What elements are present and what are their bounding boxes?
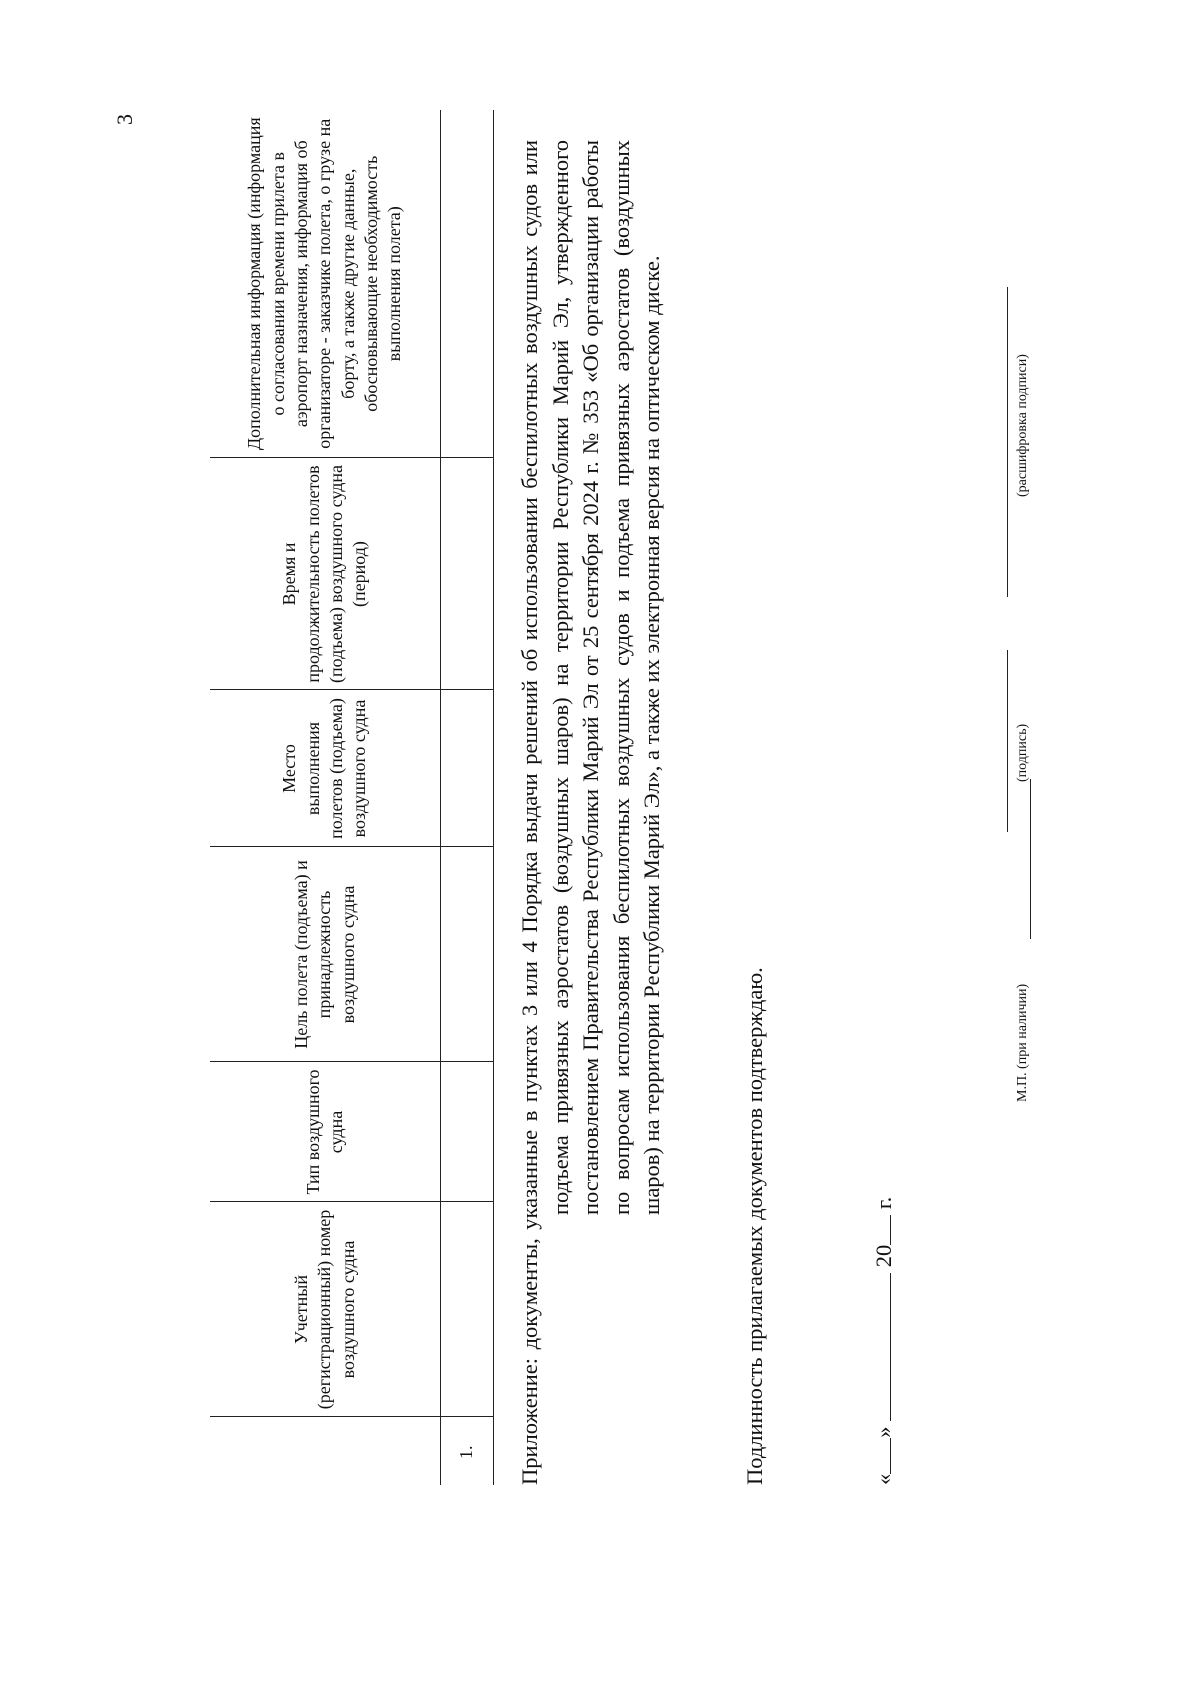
attachment-label: Приложение: — [517, 1357, 542, 1485]
header-additional-info: Дополнительная информация (информация о согласовании времени прилета в аэропорт назначения, информация об организаторе - заказчике полета, о грузе на борту, а также другие данные, обосновывающие необходимость выполнения полета) — [210, 110, 441, 458]
date-open-quote: « — [871, 1473, 896, 1485]
stamp-caption: М.П. (при наличии) — [1015, 983, 1030, 1102]
date-year-field[interactable] — [870, 1215, 891, 1245]
header-registration-number: Учетный (регистрационный) номер воздушного судна — [210, 1202, 441, 1417]
date-line — [870, 1197, 897, 1485]
attachment-paragraph — [515, 140, 668, 1485]
attachment-text: документы, указанные в пунктах 3 или 4 Порядка выдачи решений об использовании беспилотных воздушных судов или подъема привязных аэростатов (воздушных шаров) на территории Республики Марий Эл, утвержденного постановлением Правительства Республики Марий Эл от 25 сентября 2024 г. № 353 «Об организации работы по вопросам использования беспилотных воздушных судов и подъема привязных аэростатов (воздушных шаров) на территории Республики Марий Эл», а также их электронная версия на оптическом диске. — [517, 140, 664, 1350]
signature-caption: (подпись) — [1015, 723, 1030, 782]
page-number: 3 — [112, 114, 137, 125]
header-aircraft-type: Тип воздушного судна — [210, 1062, 441, 1202]
row-cell-aircraft-type[interactable] — [441, 1062, 494, 1202]
date-year-suffix: г. — [871, 1196, 896, 1210]
row-cell-flight-location[interactable] — [441, 690, 494, 847]
row-number: 1. — [441, 1417, 494, 1485]
date-day-field[interactable] — [870, 1438, 891, 1474]
header-flight-location: Место выполнения полетов (подъема) воздушного судна — [210, 690, 441, 847]
date-close-quote: » — [871, 1426, 896, 1438]
row-cell-additional-info[interactable] — [441, 110, 494, 458]
header-flight-time: Время и продолжительность полетов (подъема) воздушного судна (период) — [210, 458, 441, 690]
signature-line[interactable] — [1007, 650, 1008, 832]
date-month-field[interactable] — [870, 1273, 891, 1421]
date-year-prefix: 20 — [871, 1244, 896, 1268]
header-number — [210, 1417, 441, 1485]
decode-caption: (расшифровка подписи) — [1015, 354, 1030, 497]
row-cell-flight-time[interactable] — [441, 458, 494, 690]
row-cell-flight-purpose[interactable] — [441, 847, 494, 1062]
table-header-row — [210, 110, 441, 1485]
application-table — [210, 110, 494, 1485]
stamp-line — [1030, 779, 1031, 939]
signature-decode-line[interactable] — [1007, 287, 1008, 597]
table-row — [441, 110, 494, 1485]
header-flight-purpose: Цель полета (подъема) и принадлежность воздушного судна — [210, 847, 441, 1062]
row-cell-registration-number[interactable] — [441, 1202, 494, 1417]
authenticity-confirmation: Подлинность прилагаемых документов подтверждаю. — [742, 967, 767, 1485]
